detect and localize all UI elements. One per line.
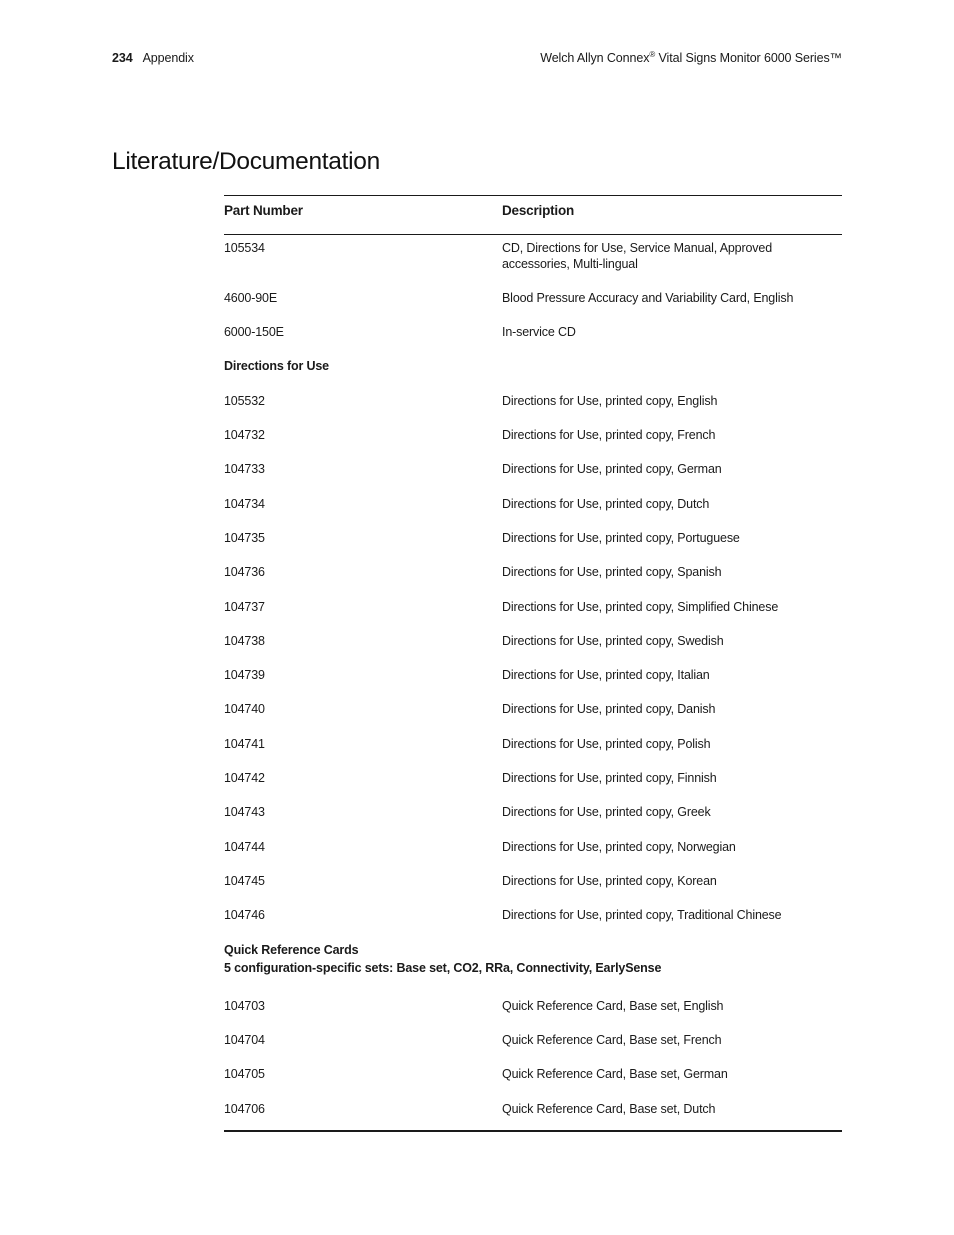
group-label-directions-for-use: Directions for Use xyxy=(224,359,329,373)
part-number: 104742 xyxy=(224,771,265,785)
description: Directions for Use, printed copy, Norwegian xyxy=(502,840,736,854)
running-header-left xyxy=(112,51,194,65)
description: Quick Reference Card, Base set, Dutch xyxy=(502,1102,716,1116)
part-number: 104734 xyxy=(224,497,265,511)
description: Quick Reference Card, Base set, English xyxy=(502,999,724,1013)
doc-title-series: Vital Signs Monitor 6000 Series™ xyxy=(655,51,842,65)
part-number: 104743 xyxy=(224,805,265,819)
part-number: 104737 xyxy=(224,600,265,614)
part-number: 104745 xyxy=(224,874,265,888)
description: Directions for Use, printed copy, French xyxy=(502,428,716,442)
description: Quick Reference Card, Base set, French xyxy=(502,1033,722,1047)
part-number: 104703 xyxy=(224,999,265,1013)
section-title: Literature/Documentation xyxy=(112,148,380,175)
description: CD, Directions for Use, Service Manual, Approved accessories, Multi-lingual xyxy=(502,241,772,271)
description: Blood Pressure Accuracy and Variability Card, English xyxy=(502,291,794,305)
description: Directions for Use, printed copy, Korean xyxy=(502,874,717,888)
column-header-part-number: Part Number xyxy=(224,203,303,218)
description: Directions for Use, printed copy, Spanish xyxy=(502,565,722,579)
part-number: 104738 xyxy=(224,634,265,648)
group-label-quick-reference-cards: Quick Reference Cards xyxy=(224,943,359,957)
part-number: 104704 xyxy=(224,1033,265,1047)
doc-title-product: Welch Allyn Connex xyxy=(540,51,650,65)
description: Directions for Use, printed copy, English xyxy=(502,394,718,408)
part-number: 104732 xyxy=(224,428,265,442)
part-number: 104739 xyxy=(224,668,265,682)
description: Quick Reference Card, Base set, German xyxy=(502,1067,728,1081)
part-number: 105532 xyxy=(224,394,265,408)
description: In-service CD xyxy=(502,325,576,339)
description: Directions for Use, printed copy, Italian xyxy=(502,668,710,682)
part-number: 104733 xyxy=(224,462,265,476)
part-number: 104741 xyxy=(224,737,265,751)
description: Directions for Use, printed copy, Greek xyxy=(502,805,711,819)
running-header-right xyxy=(540,51,842,65)
part-number: 104744 xyxy=(224,840,265,854)
column-header-description: Description xyxy=(502,203,575,218)
part-number: 104705 xyxy=(224,1067,265,1081)
description: Directions for Use, printed copy, Portuguese xyxy=(502,531,740,545)
description: Directions for Use, printed copy, Finnish xyxy=(502,771,717,785)
description: Directions for Use, printed copy, Swedish xyxy=(502,634,724,648)
part-number: 6000-150E xyxy=(224,325,284,339)
description: Directions for Use, printed copy, Dutch xyxy=(502,497,710,511)
description: Directions for Use, printed copy, Simplified Chinese xyxy=(502,600,779,614)
description: Directions for Use, printed copy, German xyxy=(502,462,722,476)
part-number: 104735 xyxy=(224,531,265,545)
description: Directions for Use, printed copy, Danish xyxy=(502,702,716,716)
table-header-rule xyxy=(224,234,842,235)
table-bottom-rule xyxy=(224,1130,842,1132)
part-number: 105534 xyxy=(224,241,265,255)
section-name: Appendix xyxy=(142,51,194,65)
part-number: 104736 xyxy=(224,565,265,579)
registered-mark: ® xyxy=(649,50,656,59)
part-number: 104706 xyxy=(224,1102,265,1116)
description: Directions for Use, printed copy, Polish xyxy=(502,737,711,751)
description: Directions for Use, printed copy, Traditional Chinese xyxy=(502,908,782,922)
group-sublabel-configuration-sets: 5 configuration-specific sets: Base set, CO2, RRa, Connectivity, EarlySense xyxy=(224,961,662,975)
page-number: 234 xyxy=(112,51,133,65)
part-number: 104746 xyxy=(224,908,265,922)
part-number: 4600-90E xyxy=(224,291,278,305)
table-top-rule xyxy=(224,195,842,196)
part-number: 104740 xyxy=(224,702,265,716)
